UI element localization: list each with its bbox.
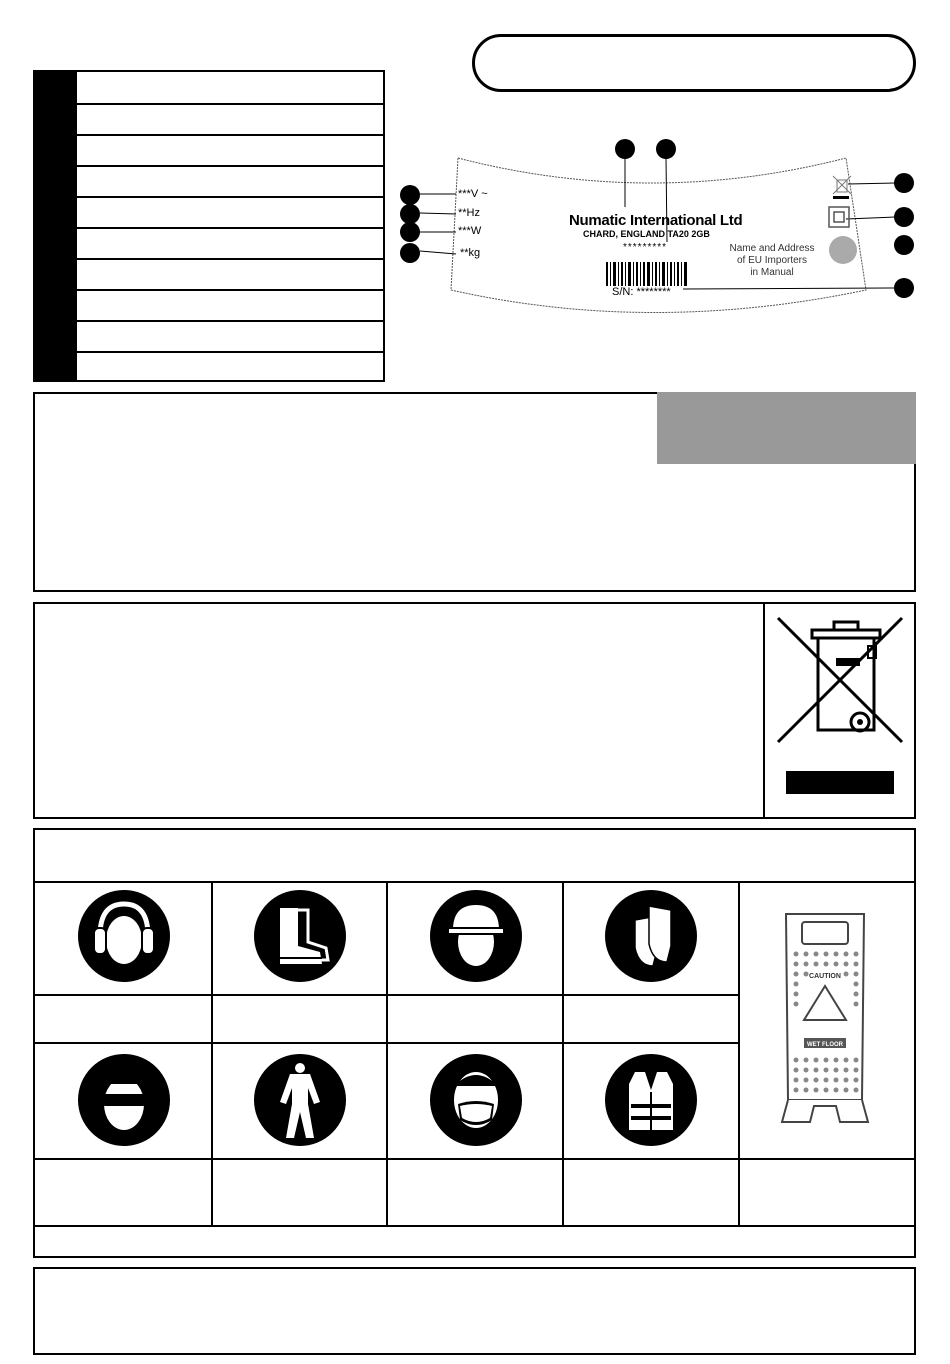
manufacturer-address: CHARD, ENGLAND TA20 2GB: [583, 229, 710, 239]
certification-mark: [829, 236, 857, 264]
callout-dot: [400, 243, 420, 263]
legend-row: [77, 289, 383, 322]
legend-row: [77, 196, 383, 229]
callout-dot: [615, 139, 635, 159]
serial-number: S/N: ********: [612, 286, 671, 298]
legend-row: [77, 134, 383, 167]
frequency-label: **Hz: [458, 207, 481, 219]
rating-plate: [396, 150, 916, 320]
weight-label: **kg: [460, 247, 481, 259]
power-label: ***W: [458, 225, 482, 237]
eu-importers-line: of EU Importers: [736, 255, 808, 266]
notes-box: [33, 1267, 916, 1355]
grid-line: [35, 1225, 914, 1227]
eu-importers-line: in Manual: [750, 267, 794, 278]
legend-row: [77, 72, 383, 105]
safety-gloves-icon: [605, 890, 697, 982]
grid-line: [738, 881, 740, 1225]
eu-importers-line: Name and Address: [729, 243, 815, 254]
grid-line: [562, 881, 564, 1225]
callout-dot: [894, 207, 914, 227]
model-code: *********: [623, 242, 668, 253]
legend-row: [77, 165, 383, 198]
callout-dot: [400, 185, 420, 205]
weee-underline-bar: [786, 771, 894, 794]
barcode: [606, 262, 687, 286]
ear-protection-icon: [78, 890, 170, 982]
grid-line: [386, 881, 388, 1225]
legend-row: [77, 103, 383, 136]
dust-mask-icon: [430, 1054, 522, 1146]
eye-protection-icon: [78, 1054, 170, 1146]
sign-caution-text: CAUTION: [809, 973, 841, 980]
legend-row: [77, 227, 383, 260]
safety-boots-icon: [254, 890, 346, 982]
callout-dot: [894, 235, 914, 255]
weee-bin-icon: [776, 616, 904, 746]
double-insulation-icon: [829, 207, 849, 227]
callout-dot: [400, 222, 420, 242]
protective-clothing-icon: [254, 1054, 346, 1146]
grid-line: [35, 1158, 914, 1160]
grey-heading-block: [657, 392, 916, 464]
voltage-label: ***V ~: [458, 188, 488, 200]
grid-line: [211, 881, 213, 1225]
weee-small-icon: [833, 176, 851, 199]
callout-dot: [656, 139, 676, 159]
legend-number-column: [35, 72, 77, 380]
wet-floor-sign-icon: [780, 910, 870, 1132]
callout-dot: [894, 278, 914, 298]
callout-dot: [400, 204, 420, 224]
disposal-divider: [763, 604, 765, 817]
hard-hat-icon: [430, 890, 522, 982]
legend-table: [33, 70, 385, 382]
title-pill: [472, 34, 916, 92]
sign-wet-floor-text: WET FLOOR: [807, 1042, 843, 1048]
callout-dot: [894, 173, 914, 193]
manufacturer-name: Numatic International Ltd: [569, 212, 743, 229]
legend-row: [77, 258, 383, 291]
legend-row: [77, 320, 383, 353]
grid-line: [35, 881, 914, 883]
eu-importers-note: [722, 243, 822, 279]
hi-vis-vest-icon: [605, 1054, 697, 1146]
